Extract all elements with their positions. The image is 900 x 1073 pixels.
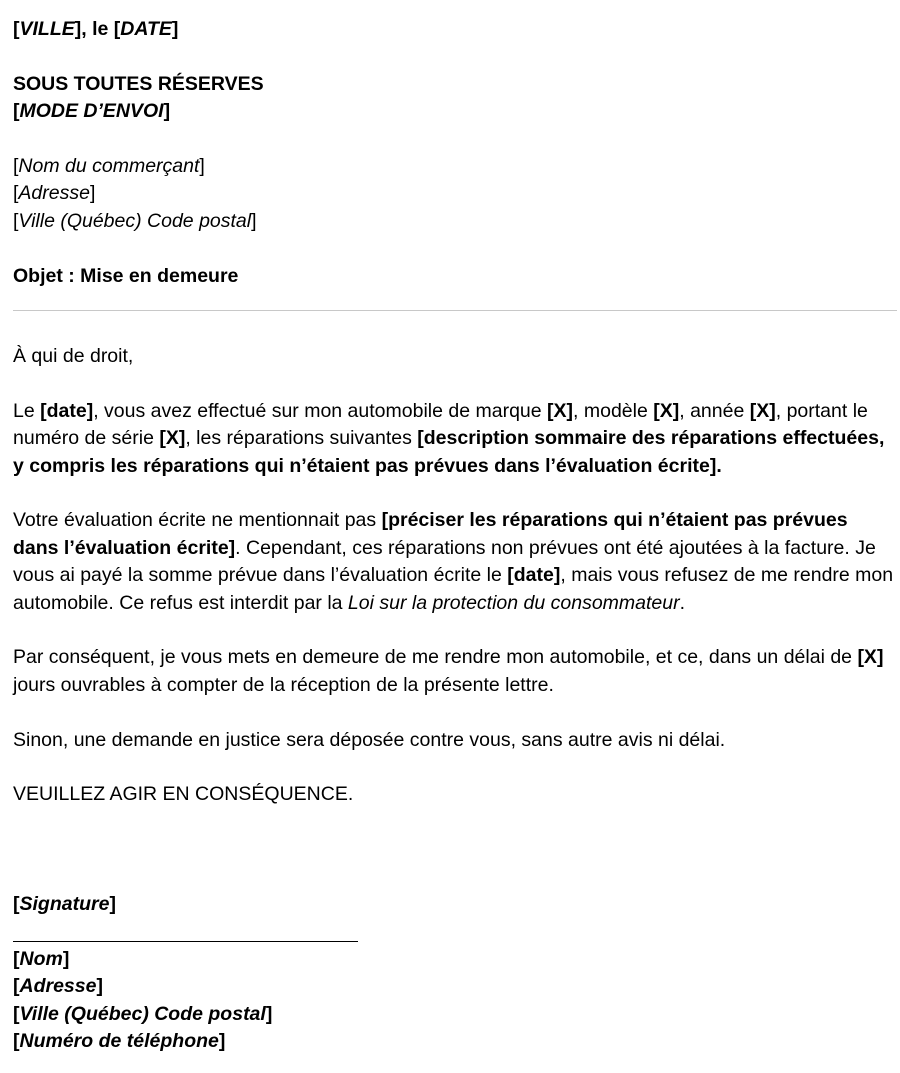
sender-phone: Numéro de téléphone [19,1030,219,1053]
city-date-line: [VILLE], le [DATE] [13,18,179,40]
p2-law-name: Loi sur la protection du consommateur [347,591,680,614]
paragraph-5: VEUILLEZ AGIR EN CONSÉQUENCE. [13,783,354,806]
recipient-city-line: [Ville (Québec) Code postal] [13,209,257,232]
recipient-city: Ville (Québec) Code postal [18,209,252,232]
p1-bold-5: [X] [159,427,186,450]
p1-text-2: , vous avez effectué sur mon automobile de marque [93,399,548,422]
p2-text-3: , mais vous refusez de me rendre mon automobile. Ce refus est interdit par la [13,564,894,614]
p2-text-2: . Cependant, ces réparations non prévues ont été ajoutées à la facture. Je vous ai payé la somme prévue dans l’évaluation écrite le [13,536,876,587]
sender-address: Adresse [19,975,97,998]
p1-bold-1: [date] [40,399,94,422]
subject-line: Objet : Mise en demeure [13,264,239,287]
mode-envoi-line: [MODE D’ENVOI] [13,100,171,123]
recipient-name: Nom du commerçant [18,155,200,177]
sender-city-line: [Ville (Québec) Code postal] [13,1002,273,1025]
paragraph-2 [13,507,898,617]
date-placeholder: DATE [120,18,172,40]
separator-rule [13,310,897,311]
recipient-name-line: [Nom du commerçant] [13,155,205,177]
signature-line [13,941,358,942]
paragraph-3 [13,644,898,699]
p1-bold-6: [description sommaire des réparations effectuées, y compris les réparations qui n’étaient pas prévues dans l’évaluation écrite]. [13,427,885,477]
recipient-address: Adresse [18,182,90,205]
p1-text-3: , modèle [573,399,654,422]
p3-text-2: jours ouvrables à compter de la réception de la présente lettre. [13,673,554,696]
p2-text-1: Votre évaluation écrite ne mentionnait pas [13,509,382,532]
sender-phone-line: [Numéro de téléphone] [13,1030,226,1053]
sender-name-line: [Nom] [13,948,70,970]
p1-text-1: Le [13,399,41,422]
sender-name: Nom [19,948,63,970]
paragraph-4: Sinon, une demande en justice sera déposée contre vous, sans autre avis ni délai. [13,728,726,751]
p2-bold-1: [préciser les réparations qui n’étaient pas prévues dans l’évaluation écrite] [13,509,848,559]
signature-label-line: [Signature] [13,893,116,915]
salutation: À qui de droit, [13,345,134,367]
city-placeholder: VILLE [19,18,75,40]
p2-text-4: . [679,591,686,614]
p2-bold-2: [date] [507,564,561,587]
signature-label: Signature [19,893,110,915]
paragraph-1 [13,398,898,480]
city-date-separator: ], le [ [74,18,121,40]
p3-text-1: Par conséquent, je vous mets en demeure de me rendre mon automobile, et ce, dans un délai de [13,646,858,669]
p1-text-6: , les réparations suivantes [185,427,418,450]
p1-text-4: , année [679,399,750,422]
sender-address-line: [Adresse] [13,975,103,998]
reserve-notice: SOUS TOUTES RÉSERVES [13,72,264,95]
p1-bold-2: [X] [547,399,574,422]
sender-city: Ville (Québec) Code postal [19,1002,266,1025]
p1-text-5: , portant le numéro de série [13,399,868,450]
recipient-address-line: [Adresse] [13,182,96,205]
p3-bold-1: [X] [857,646,884,669]
p1-bold-3: [X] [653,399,680,422]
signature-block [13,891,713,918]
p1-bold-4: [X] [749,399,776,422]
mode-envoi-placeholder: MODE D’ENVOI [19,100,164,123]
letter-body [13,343,898,809]
sender-details [13,946,713,1056]
